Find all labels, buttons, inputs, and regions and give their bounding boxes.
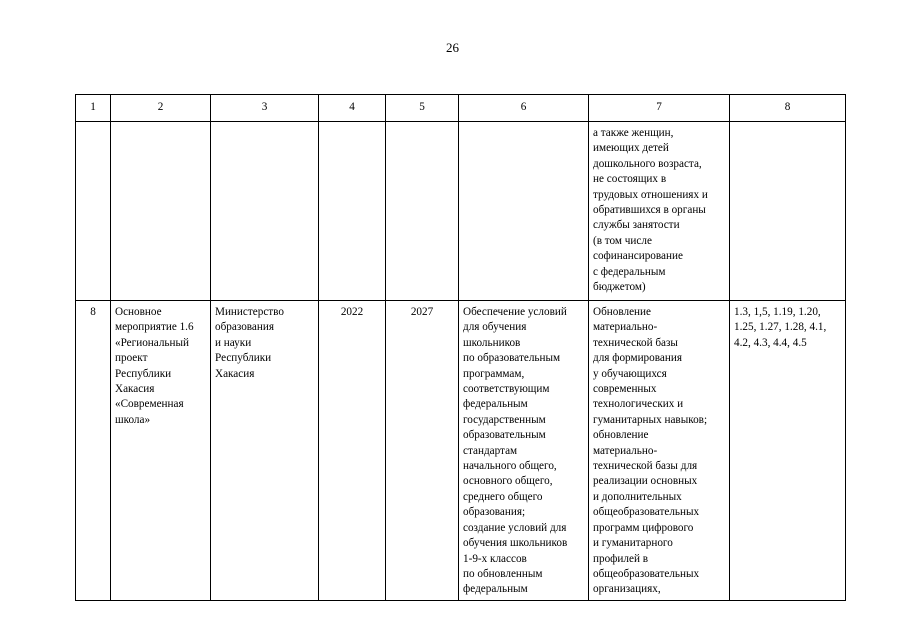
executor-cell: Министерство образования и науки Республики Хакасия (211, 301, 319, 601)
header-cell: 4 (319, 95, 386, 122)
header-cell: 1 (76, 95, 111, 122)
start-year-cell (319, 122, 386, 301)
table-row (76, 122, 846, 301)
expected-result-cell: Обеспечение условий для обучения школьников по образовательным программам, соответствующим федеральным государственным образовательным стандартам начального общего, основного общего, среднего общего образования; создание условий для обучения школьников 1-9-х классов по обновленным федеральным (459, 301, 589, 601)
row-number-cell (76, 122, 111, 301)
end-year-cell (386, 122, 459, 301)
indicators-cell (730, 122, 846, 301)
executor-cell (211, 122, 319, 301)
header-cell: 6 (459, 95, 589, 122)
table-row (76, 301, 846, 601)
row-number-cell: 8 (76, 301, 111, 601)
measure-name-cell (111, 122, 211, 301)
main-directions-cell: Обновление материально- технической базы для формирования у обучающихся современных технологических и гуманитарных навыков; обновление материально- технической базы для реализации основных и дополнительных общеобразовательных программ цифрового и гуманитарного профилей в общеобразовательных организациях, (589, 301, 730, 601)
main-directions-cell: а также женщин, имеющих детей дошкольного возраста, не состоящих в трудовых отношениях и обратившихся в органы службы занятости (в том числе софинансирование с федеральным бюджетом) (589, 122, 730, 301)
expected-result-cell (459, 122, 589, 301)
header-cell: 5 (386, 95, 459, 122)
header-row (76, 95, 846, 122)
header-cell: 3 (211, 95, 319, 122)
measure-name-cell: Основное мероприятие 1.6 «Региональный проект Республики Хакасия «Современная школа» (111, 301, 211, 601)
indicators-cell: 1.3, 1,5, 1.19, 1.20, 1.25, 1.27, 1.28, 4.1, 4.2, 4.3, 4.4, 4.5 (730, 301, 846, 601)
header-cell: 7 (589, 95, 730, 122)
program-table (75, 94, 846, 601)
start-year-cell: 2022 (319, 301, 386, 601)
page-number: 26 (446, 40, 459, 55)
header-cell: 2 (111, 95, 211, 122)
end-year-cell: 2027 (386, 301, 459, 601)
header-cell: 8 (730, 95, 846, 122)
